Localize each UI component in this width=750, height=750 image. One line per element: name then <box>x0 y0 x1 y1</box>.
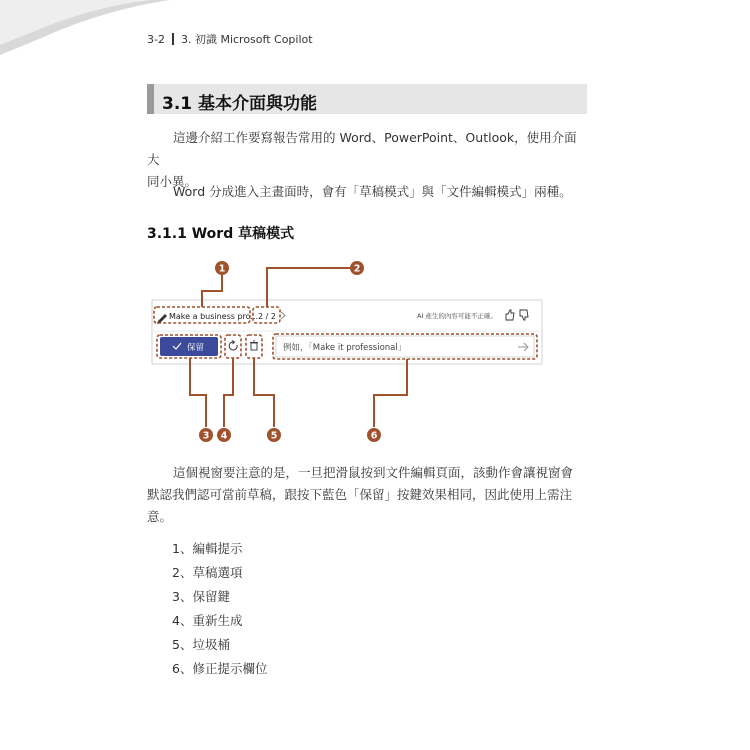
feature-list <box>172 540 267 684</box>
ai-disclaimer: AI 產生的內容可能不正確。 <box>417 312 497 320</box>
callout-number-1: 1 <box>218 263 226 275</box>
keep-button-label: 保留 <box>187 343 205 353</box>
callout-number-6: 6 <box>370 430 378 442</box>
page-corner-decoration <box>0 0 170 60</box>
section-accent-bar <box>147 84 154 114</box>
callout-number-3: 3 <box>202 430 210 442</box>
intro-line-2: 同小異。 <box>147 174 198 189</box>
warning-line-2: 默認我們認可當前草稿，跟按下藍色「保留」按鍵效果相同，因此使用上需注 <box>147 487 573 502</box>
copilot-draft-diagram <box>140 255 550 450</box>
prompt-chip[interactable]: Make a business pro... <box>169 312 259 321</box>
section-title: 3.1 基本介面與功能 <box>162 94 318 114</box>
header-divider <box>172 33 174 45</box>
list-item: 6、修正提示欄位 <box>172 661 268 676</box>
chapter-title: 3. 初識 Microsoft Copilot <box>180 33 313 46</box>
callout-number-2: 2 <box>353 263 361 275</box>
modes-paragraph: Word 分成進入主畫面時，會有「草稿模式」與「文件編輯模式」兩種。 <box>173 184 572 199</box>
list-item: 5、垃圾桶 <box>172 637 230 652</box>
callout-number-5: 5 <box>270 430 278 442</box>
page-number: 3-2 <box>147 33 165 46</box>
intro-line-1: 這邊介紹工作要寫報告常用的 Word、PowerPoint、Outlook，使用介面大 <box>147 130 577 167</box>
list-item: 3、保留鍵 <box>172 589 230 604</box>
prompt-input-placeholder: 例如，「Make it professional」 <box>283 343 407 353</box>
running-header <box>147 31 313 47</box>
warning-line-1: 這個視窗要注意的是，一旦把滑鼠按到文件編輯頁面，該動作會讓視窗會 <box>173 465 574 480</box>
list-item: 4、重新生成 <box>172 613 243 628</box>
list-item: 1、編輯提示 <box>172 541 243 556</box>
subsection-title: 3.1.1 Word 草稿模式 <box>147 226 295 242</box>
callout-number-4: 4 <box>220 430 228 442</box>
warning-line-3: 意。 <box>147 509 173 524</box>
warning-paragraph <box>147 462 589 528</box>
draft-counter[interactable]: 2 / 2 <box>258 312 276 321</box>
list-item: 2、草稿選項 <box>172 565 243 580</box>
